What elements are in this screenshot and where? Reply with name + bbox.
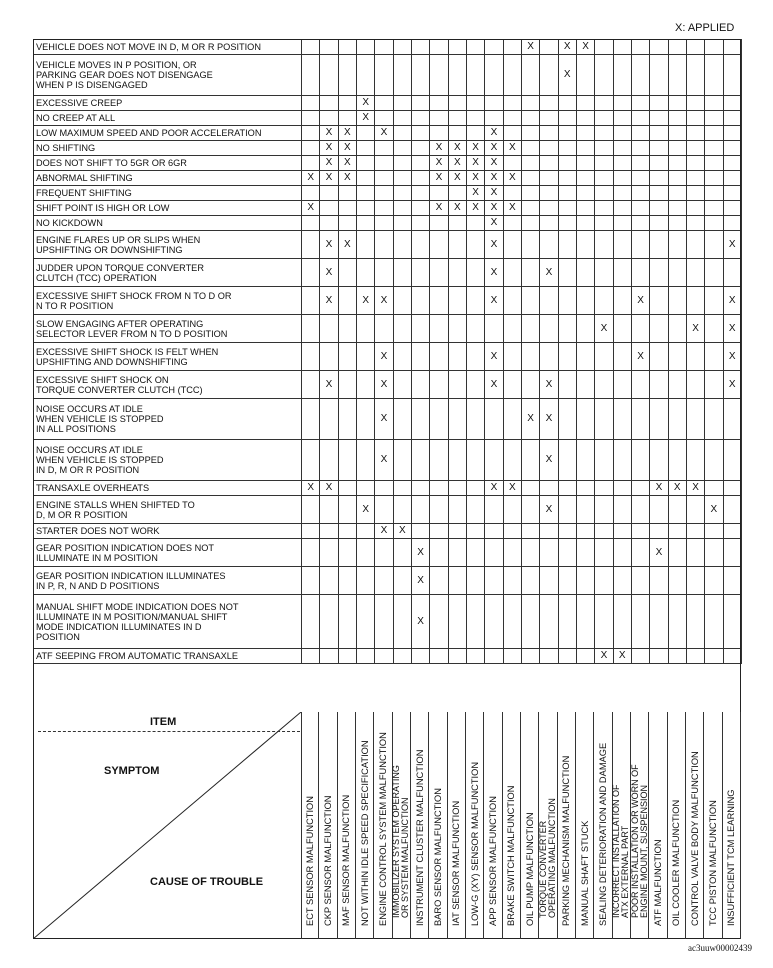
cause-label: PARKING MECHANISM MALFUNCTION — [561, 755, 572, 926]
cause-label: APP SENSOR MALFUNCTION — [487, 795, 498, 926]
applied-mark: X — [563, 41, 571, 52]
applied-mark: X — [435, 142, 443, 153]
cause-label: OIL COOLER MALFUNCTION — [671, 799, 682, 926]
applied-mark: X — [527, 413, 534, 424]
symptom-label: VEHICLE DOES NOT MOVE IN D, M OR R POSITION — [34, 40, 302, 55]
cause-label: CKP SENSOR MALFUNCTION — [322, 795, 333, 926]
applied-mark: X — [325, 142, 333, 153]
cause-column-header — [448, 712, 466, 939]
applied-mark: X — [380, 294, 388, 306]
applied-mark: X — [343, 238, 351, 250]
applied-mark: X — [710, 503, 718, 515]
applied-mark: X — [508, 142, 516, 153]
cause-column-header — [723, 712, 741, 939]
applied-mark: X — [472, 187, 479, 198]
applied-mark: X — [325, 294, 333, 306]
applied-mark: X — [435, 157, 443, 168]
applied-mark: X — [508, 482, 516, 493]
cause-label: INCORRECT INSTALLATION OF ATX EXTERNAL PART — [611, 784, 631, 918]
applied-mark: X — [453, 142, 461, 153]
applied-mark: X — [508, 172, 516, 183]
symptom-label: EXCESSIVE CREEP — [34, 96, 302, 111]
applied-mark: X — [380, 127, 388, 138]
applied-mark: X — [453, 172, 461, 183]
applied-mark: X — [637, 350, 644, 362]
applied-mark: X — [472, 157, 479, 168]
applied-mark: X — [490, 350, 498, 362]
applied-mark: X — [380, 378, 388, 390]
applied-mark: X — [618, 650, 626, 661]
applied-mark: X — [380, 525, 388, 536]
applied-mark: X — [435, 172, 443, 183]
applied-mark: X — [490, 202, 498, 213]
cause-column-header — [411, 712, 429, 939]
cause-column-header — [539, 712, 557, 939]
cause-label: INSTRUMENT CLUSTER MALFUNCTION — [414, 749, 425, 926]
symptom-label: NO SHIFTING — [34, 141, 302, 156]
applied-mark: X — [417, 615, 424, 627]
symptom-label: ABNORMAL SHIFTING — [34, 171, 302, 186]
applied-mark: X — [362, 294, 369, 306]
cause-column-header — [393, 712, 411, 939]
corner-diagonal — [33, 712, 301, 939]
applied-mark: X — [563, 69, 571, 80]
symptom-label: FREQUENT SHIFTING — [34, 186, 302, 201]
cause-heading: CAUSE OF TROUBLE — [150, 876, 264, 888]
applied-mark: X — [490, 378, 498, 390]
symptom-label: NO KICKDOWN — [34, 216, 302, 231]
applied-mark: X — [398, 525, 406, 536]
symptom-label: DOES NOT SHIFT TO 5GR OR 6GR — [34, 156, 302, 171]
cause-column-header — [631, 712, 649, 939]
applied-mark: X — [307, 482, 314, 493]
symptom-label: ATF SEEPING FROM AUTOMATIC TRANSAXLE — [34, 649, 302, 664]
cause-label: IAT SENSOR MALFUNCTION — [451, 800, 462, 926]
cause-column-header — [649, 712, 667, 939]
applied-mark: X — [728, 294, 736, 306]
applied-mark: X — [325, 172, 333, 183]
applied-mark: X — [490, 172, 498, 183]
applied-mark: X — [325, 238, 333, 250]
applied-mark: X — [343, 127, 351, 138]
cause-column-header — [613, 712, 631, 939]
symptom-label: LOW MAXIMUM SPEED AND POOR ACCELERATION — [34, 126, 302, 141]
symptom-label: GEAR POSITION INDICATION DOES NOT ILLUMINATE IN M POSITION — [34, 539, 302, 567]
cause-column-header — [594, 712, 612, 939]
applied-mark: X — [453, 157, 461, 168]
cause-label: BRAKE SWITCH MALFUNCTION — [506, 785, 517, 926]
applied-mark: X — [490, 238, 498, 250]
applied-mark: X — [325, 127, 333, 138]
cause-column-header — [466, 712, 484, 939]
applied-mark: X — [472, 142, 479, 153]
symptom-label: MANUAL SHIFT MODE INDICATION DOES NOT ILLUMINATE IN M POSITION/MANUAL SHIFT MODE INDICATION ILLUMINATES IN D POSITION — [34, 595, 302, 649]
cause-label: MAF SENSOR MALFUNCTION — [341, 794, 352, 926]
applied-mark: X — [728, 322, 736, 334]
applied-mark: X — [325, 266, 333, 278]
applied-mark: X — [637, 294, 644, 306]
symptom-label: NOISE OCCURS AT IDLE WHEN VEHICLE IS STOPPED IN D, M OR R POSITION — [34, 440, 302, 481]
applied-mark: X — [582, 41, 589, 52]
applied-mark: X — [545, 378, 553, 390]
applied-mark: X — [545, 413, 553, 424]
applied-mark: X — [600, 322, 608, 334]
applied-mark: X — [325, 378, 333, 390]
applied-mark: X — [435, 202, 443, 213]
symptom-label: ENGINE STALLS WHEN SHIFTED TO D, M OR R POSITION — [34, 496, 302, 524]
cause-label: POOR INSTALLATION OR WORN OF ENGINE MOUNT, SUSPENSION — [629, 764, 649, 918]
cause-column-header — [429, 712, 447, 939]
cause-column-header — [301, 712, 319, 939]
applied-mark: X — [728, 238, 736, 250]
applied-mark: X — [362, 503, 369, 515]
applied-mark: X — [655, 482, 663, 493]
applied-mark: X — [673, 482, 681, 493]
applied-mark: X — [545, 266, 553, 278]
cause-column-header — [576, 712, 594, 939]
applied-mark: X — [343, 157, 351, 168]
applied-mark: X — [380, 413, 388, 424]
applied-mark: X — [545, 454, 553, 465]
cause-column-header — [374, 712, 392, 939]
applied-mark: X — [600, 650, 608, 661]
legend-applied: X: APPLIED — [675, 22, 735, 34]
applied-mark: X — [343, 172, 351, 183]
applied-mark: X — [655, 546, 663, 558]
applied-mark: X — [508, 202, 516, 213]
cause-column-header — [704, 712, 722, 939]
applied-mark: X — [692, 482, 699, 493]
item-heading: ITEM — [150, 716, 177, 728]
cause-label: ECT SENSOR MALFUNCTION — [305, 796, 316, 926]
applied-mark: X — [380, 350, 388, 362]
cause-label: NOT WITHIN IDLE SPEED SPECIFICATION — [359, 740, 370, 926]
cause-label: IMMOBILIZER SYSTEM OPERATING OR SYSTEM MALFUNCTION — [391, 765, 411, 918]
applied-mark: X — [490, 294, 498, 306]
cause-column-header — [503, 712, 521, 939]
symptom-heading: SYMPTOM — [104, 765, 160, 777]
cause-label: LOW-G (XY) SENSOR MALFUNCTION — [469, 761, 480, 926]
applied-mark: X — [362, 112, 369, 123]
symptom-label: GEAR POSITION INDICATION ILLUMINATES IN P, R, N AND D POSITIONS — [34, 567, 302, 595]
applied-mark: X — [545, 503, 553, 515]
symptom-label: STARTER DOES NOT WORK — [34, 524, 302, 539]
cause-column-header — [484, 712, 502, 939]
cause-label: TORQUE CONVERTER OPERATING MALFUNCTION — [537, 798, 557, 918]
cause-column-header — [558, 712, 576, 939]
cause-column-header — [686, 712, 704, 939]
applied-mark: X — [728, 378, 736, 390]
cause-column-header — [521, 712, 539, 939]
symptom-label: SLOW ENGAGING AFTER OPERATING SELECTOR LEVER FROM N TO D POSITION — [34, 315, 302, 343]
item-divider — [38, 731, 300, 732]
applied-mark: X — [490, 127, 498, 138]
applied-mark: X — [417, 574, 424, 586]
figure-code: ac3uuw00002439 — [688, 943, 752, 953]
cause-column-header — [338, 712, 356, 939]
applied-mark: X — [307, 172, 314, 183]
applied-mark: X — [490, 142, 498, 153]
applied-mark: X — [490, 217, 498, 228]
cause-label: OIL PUMP MALFUNCTION — [524, 812, 535, 926]
symptom-label: EXCESSIVE SHIFT SHOCK ON TORQUE CONVERTER CLUTCH (TCC) — [34, 371, 302, 399]
applied-mark: X — [307, 202, 314, 213]
applied-mark: X — [490, 482, 498, 493]
applied-mark: X — [325, 482, 333, 493]
applied-mark: X — [325, 157, 333, 168]
applied-mark: X — [453, 202, 461, 213]
symptom-label: EXCESSIVE SHIFT SHOCK IS FELT WHEN UPSHIFTING AND DOWNSHIFTING — [34, 343, 302, 371]
cause-label: TCC PISTON MALFUNCTION — [707, 800, 718, 926]
cause-column-header — [668, 712, 686, 939]
applied-mark: X — [527, 41, 534, 52]
symptom-label: VEHICLE MOVES IN P POSITION, OR PARKING GEAR DOES NOT DISENGAGE WHEN P IS DISENGAGED — [34, 55, 302, 96]
cause-label: ENGINE CONTROL SYSTEM MALFUNCTION — [377, 732, 388, 926]
applied-mark: X — [380, 454, 388, 465]
applied-mark: X — [472, 202, 479, 213]
applied-mark: X — [362, 97, 369, 108]
cause-label: CONTROL VALVE BODY MALFUNCTION — [689, 751, 700, 926]
symptom-label: SHIFT POINT IS HIGH OR LOW — [34, 201, 302, 216]
applied-mark: X — [490, 157, 498, 168]
applied-mark: X — [472, 172, 479, 183]
applied-mark: X — [490, 187, 498, 198]
symptom-label: ENGINE FLARES UP OR SLIPS WHEN UPSHIFTING OR DOWNSHIFTING — [34, 231, 302, 259]
symptom-label: EXCESSIVE SHIFT SHOCK FROM N TO D OR N TO R POSITION — [34, 287, 302, 315]
symptom-label: TRANSAXLE OVERHEATS — [34, 481, 302, 496]
applied-mark: X — [417, 546, 424, 558]
applied-mark: X — [490, 266, 498, 278]
cause-label: BARO SENSOR MALFUNCTION — [432, 788, 443, 926]
cause-label: INSUFFICIENT TCM LEARNING — [726, 789, 737, 926]
applied-mark: X — [728, 350, 736, 362]
cause-label: MANUAL SHAFT STUCK — [579, 820, 590, 926]
cause-label: ATF MALFUNCTION — [652, 839, 663, 926]
symptom-label: NOISE OCCURS AT IDLE WHEN VEHICLE IS STOPPED IN ALL POSITIONS — [34, 399, 302, 440]
cause-column-header — [319, 712, 337, 939]
cause-label: SEALING DETERIORATION AND DAMAGE — [597, 742, 608, 926]
applied-mark: X — [692, 322, 699, 334]
symptom-label: JUDDER UPON TORQUE CONVERTER CLUTCH (TCC) OPERATION — [34, 259, 302, 287]
symptom-label: NO CREEP AT ALL — [34, 111, 302, 126]
cause-column-header — [356, 712, 374, 939]
applied-mark: X — [343, 142, 351, 153]
